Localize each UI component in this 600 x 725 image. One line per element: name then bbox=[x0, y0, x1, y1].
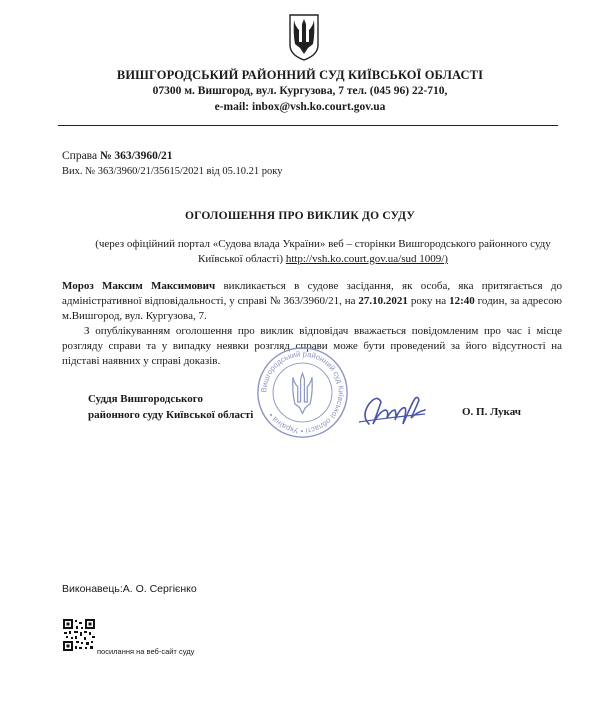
header-divider bbox=[58, 125, 558, 126]
case-number: № 363/3960/21 bbox=[99, 150, 173, 162]
trident-icon bbox=[287, 12, 321, 62]
judge-title-line-1: Суддя Вишгородського bbox=[88, 393, 203, 405]
summons-text-c: годин, за адресою м.Вишгород, вул. Кургузова, 7. bbox=[62, 295, 562, 322]
summons-text-b: року на bbox=[407, 295, 450, 307]
portal-text: (через офіційний портал «Судова влада України» веб – сторінки Вишгородського районного суду Київської області) bbox=[95, 238, 551, 265]
court-email: e-mail: inbox@vsh.ko.court.gov.ua bbox=[214, 101, 386, 113]
judge-title bbox=[88, 391, 253, 423]
consequences-text: З опублікуванням оголошення про виклик відповідач вважається повідомленим про час і місце розгляду справи та у випадку неявки розгляд справи може бути проведений за його відсутності на підставі наявних у справі доказів. bbox=[62, 325, 562, 367]
hearing-date: 27.10.2021 bbox=[358, 295, 408, 307]
handwritten-signature-icon bbox=[355, 388, 435, 433]
qr-caption[interactable]: посилання на веб-сайт суду bbox=[97, 647, 195, 656]
judge-name: О. П. Лукач bbox=[462, 406, 521, 418]
executor: Виконавець:А. О. Сергієнко bbox=[62, 583, 197, 595]
hearing-time: 12:40 bbox=[449, 295, 475, 307]
notice-title: ОГОЛОШЕННЯ ПРО ВИКЛИК ДО СУДУ bbox=[184, 210, 416, 222]
summons-paragraph bbox=[62, 279, 562, 324]
svg-text:Вишгородський районний суд Киї: Вишгородський районний суд Київської області • Україна • bbox=[259, 349, 346, 436]
summons-text-a: викликається в судове засідання, як особа, яка притягається до адміністративної відповідальності, у справі № 363/3960/21, на bbox=[62, 280, 562, 307]
judge-title-line-2: районного суду Київської області bbox=[88, 409, 254, 421]
case-label: Справа bbox=[62, 150, 98, 162]
outgoing-number: Вих. № 363/3960/21/35615/2021 від 05.10.21 року bbox=[62, 166, 283, 177]
court-seal-icon bbox=[255, 345, 350, 440]
portal-note bbox=[78, 237, 568, 267]
portal-link[interactable]: http://vsh.ko.court.gov.ua/sud 1009/) bbox=[285, 253, 448, 265]
court-address: 07300 м. Вишгород, вул. Кургузова, 7 тел. (045 96) 22-710, bbox=[152, 85, 448, 97]
person-name: Мороз Максим Максимович bbox=[62, 280, 216, 292]
court-name: ВИШГОРОДСЬКИЙ РАЙОННИЙ СУД КИЇВСЬКОЇ ОБЛАСТІ bbox=[116, 68, 484, 82]
case-number-line bbox=[62, 150, 173, 162]
qr-code-icon[interactable] bbox=[62, 618, 96, 652]
